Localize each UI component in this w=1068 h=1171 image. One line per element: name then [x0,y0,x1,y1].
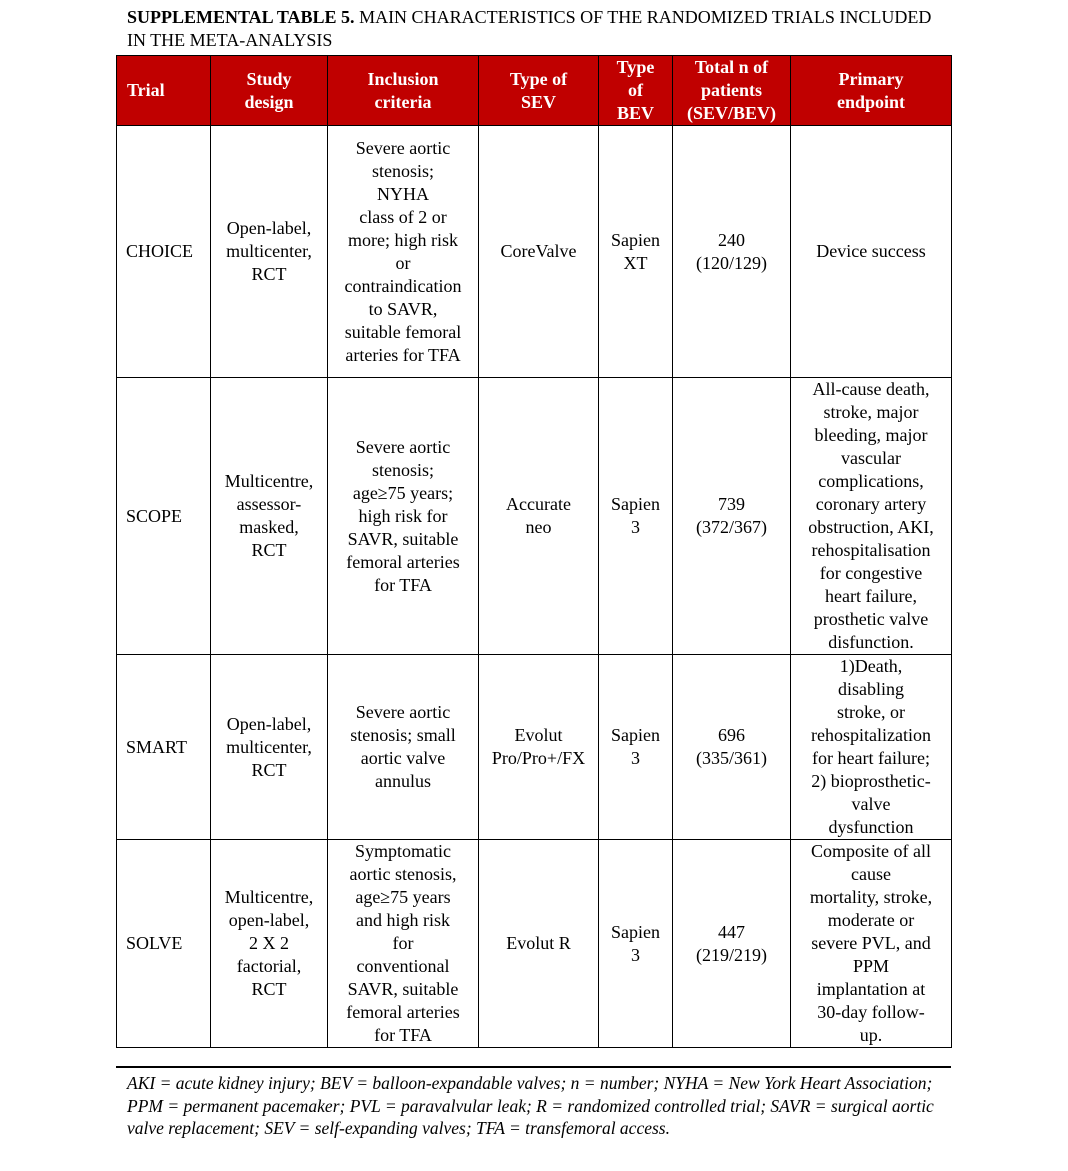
cell-study-design: Multicentre, assessor- masked, RCT [211,378,328,655]
trials-table [116,55,952,1048]
cell-study-design: Open-label, multicenter, RCT [211,126,328,378]
cell-total-patients: 739 (372/367) [673,378,791,655]
cell-type-of-sev: Evolut Pro/Pro+/FX [479,655,599,840]
cell-primary-endpoint: 1)Death, disabling stroke, or rehospitalization for heart failure; 2) bioprosthetic- valve dysfunction [791,655,952,840]
cell-trial: SMART [117,655,211,840]
cell-study-design: Multicentre, open-label, 2 X 2 factorial, RCT [211,840,328,1048]
cell-trial: CHOICE [117,126,211,378]
cell-type-of-bev: Sapien 3 [599,378,673,655]
cell-total-patients: 696 (335/361) [673,655,791,840]
header-inclusion-criteria: Inclusion criteria [328,56,479,126]
header-total-patients: Total n of patients (SEV/BEV) [673,56,791,126]
footnote [116,1066,951,1140]
cell-inclusion-criteria: Symptomatic aortic stenosis, age≥75 years and high risk for conventional SAVR, suitable femoral arteries for TFA [328,840,479,1048]
cell-primary-endpoint: Composite of all cause mortality, stroke, moderate or severe PVL, and PPM implantation at 30-day follow- up. [791,840,952,1048]
header-primary-endpoint: Primary endpoint [791,56,952,126]
header-row [117,56,952,126]
cell-trial: SOLVE [117,840,211,1048]
footnote-text: AKI = acute kidney injury; BEV = balloon-expandable valves; n = number; NYHA = New York Heart Association; PPM = permanent pacemaker; PVL = paravalvular leak; R = randomized controlled trial; SAVR = surgical aortic valve replacement; SEV = self-expanding valves; TFA = transfemoral access. [127,1073,934,1138]
table-title-text: MAIN CHARACTERISTICS OF THE RANDOMIZED TRIALS INCLUDED IN THE META-ANALYSIS [127,7,932,50]
header-type-of-bev: Type of BEV [599,56,673,126]
cell-inclusion-criteria: Severe aortic stenosis; small aortic valve annulus [328,655,479,840]
table-row [117,840,952,1048]
cell-primary-endpoint: All-cause death, stroke, major bleeding, major vascular complications, coronary artery obstruction, AKI, rehospitalisation for congestive heart failure, prosthetic valve disfunction. [791,378,952,655]
cell-type-of-sev: Evolut R [479,840,599,1048]
cell-study-design: Open-label, multicenter, RCT [211,655,328,840]
table-row [117,378,952,655]
cell-type-of-bev: Sapien XT [599,126,673,378]
cell-trial: SCOPE [117,378,211,655]
table-title-label: SUPPLEMENTAL TABLE 5. [127,7,355,27]
cell-type-of-bev: Sapien 3 [599,655,673,840]
cell-type-of-sev: Accurate neo [479,378,599,655]
cell-total-patients: 447 (219/219) [673,840,791,1048]
cell-type-of-bev: Sapien 3 [599,840,673,1048]
header-trial: Trial [117,56,211,126]
header-study-design: Study design [211,56,328,126]
cell-inclusion-criteria: Severe aortic stenosis; NYHA class of 2 or more; high risk or contraindication to SAVR, suitable femoral arteries for TFA [328,126,479,378]
table-row [117,126,952,378]
header-type-of-sev: Type of SEV [479,56,599,126]
cell-total-patients: 240 (120/129) [673,126,791,378]
table-row [117,655,952,840]
cell-inclusion-criteria: Severe aortic stenosis; age≥75 years; high risk for SAVR, suitable femoral arteries for TFA [328,378,479,655]
cell-primary-endpoint: Device success [791,126,952,378]
table-title [127,6,947,52]
cell-type-of-sev: CoreValve [479,126,599,378]
